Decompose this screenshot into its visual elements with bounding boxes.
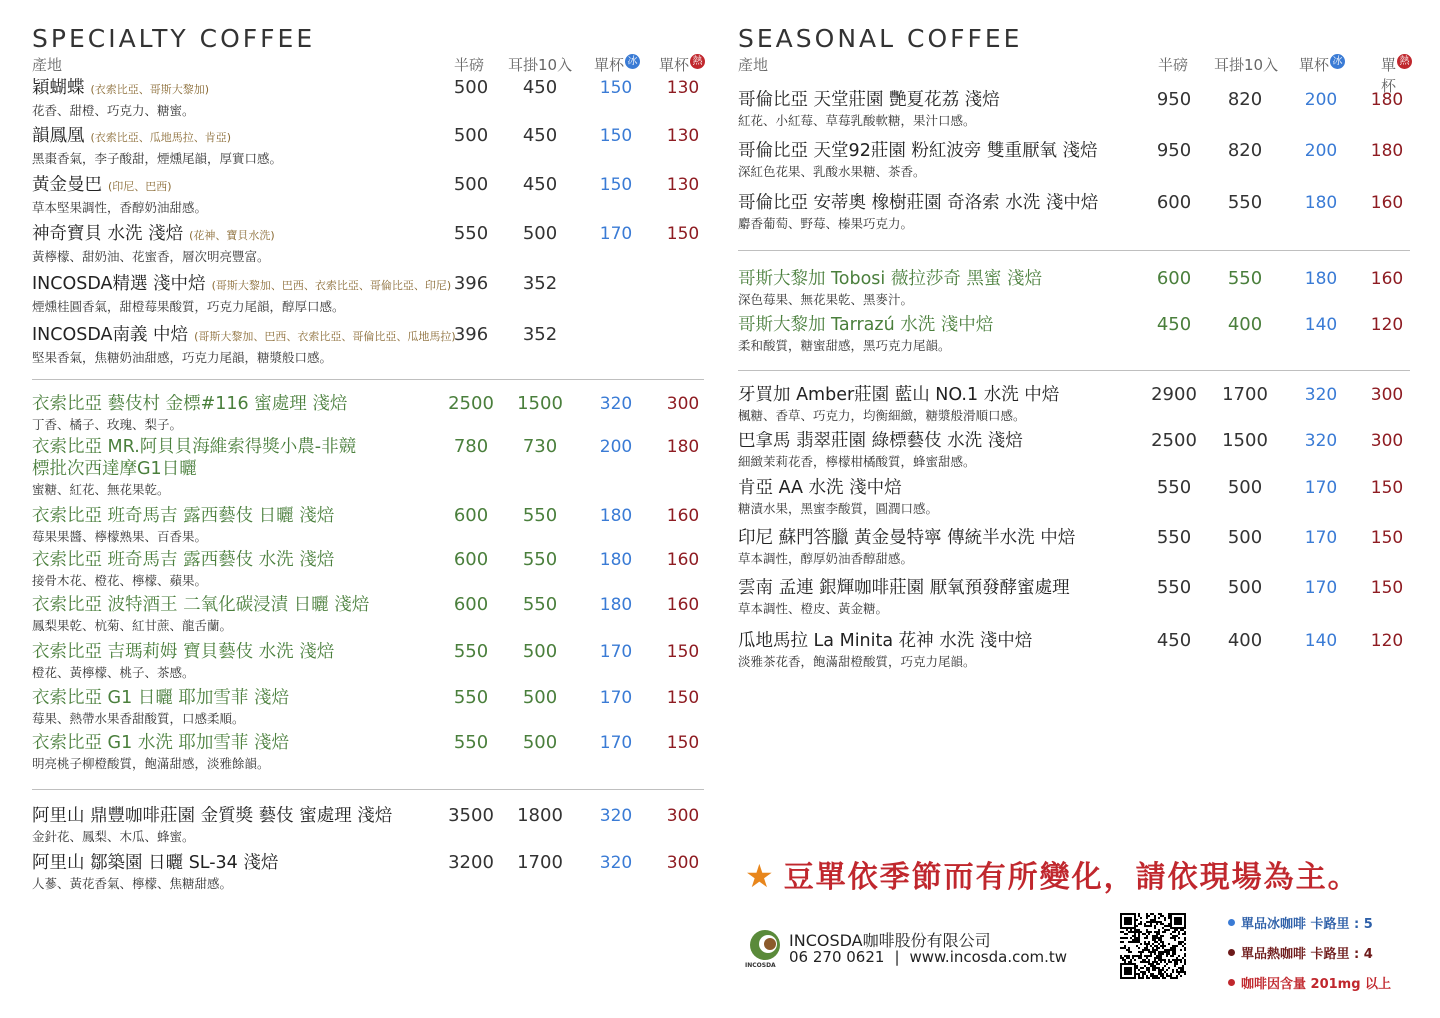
drip-bag-header: 耳掛10入 <box>508 56 573 74</box>
price-hot-cup: 150 <box>666 224 700 244</box>
item-blend-origins: (衣索比亞、哥斯大黎加) <box>90 83 210 96</box>
price-iced-cup: 180 <box>1304 269 1338 289</box>
item-name: 哥倫比亞 天堂92莊園 粉紅波旁 雙重厭氧 淺焙 <box>738 141 1098 161</box>
item-tasting-notes: 堅果香氣，焦糖奶油甜感，巧克力尾韻，糖漿般口感。 <box>32 350 333 365</box>
item-name: 衣索比亞 G1 日曬 耶加雪菲 淺焙 <box>32 688 289 708</box>
item-name: 哥倫比亞 天堂莊園 艷夏花荔 淺焙 <box>738 90 1000 110</box>
item-blend-origins: (哥斯大黎加、巴西、衣索比亞、哥倫比亞、瓜地馬拉) <box>194 330 456 343</box>
price-drip-bag: 550 <box>522 549 558 570</box>
price-hot-cup: 300 <box>666 853 700 873</box>
item-tasting-notes: 草本調性，醇厚奶油香醇甜感。 <box>738 551 914 566</box>
price-hot-cup: 160 <box>1370 269 1404 289</box>
origin-header: 產地 <box>738 56 769 74</box>
item-tasting-notes: 鳳梨果乾、杭菊、紅甘蔗、龍舌蘭。 <box>32 618 233 633</box>
price-drip-bag: 500 <box>1227 527 1263 548</box>
price-half-pound: 600 <box>1156 192 1192 213</box>
menu-item <box>32 549 704 590</box>
price-half-pound: 550 <box>1156 577 1192 598</box>
menu-item <box>738 527 1410 568</box>
menu-item <box>32 77 704 120</box>
price-half-pound: 550 <box>453 732 489 753</box>
price-half-pound: 950 <box>1156 89 1192 110</box>
seasonal-header-row <box>738 54 1410 95</box>
menu-item <box>738 268 1410 309</box>
item-name: 衣索比亞 波特酒王 二氧化碳浸漬 日曬 淺焙 <box>32 595 370 615</box>
item-name: 印尼 蘇門答臘 黃金曼特寧 傳統半水洗 中焙 <box>738 528 1076 548</box>
menu-item <box>32 174 704 217</box>
price-drip-bag: 820 <box>1227 140 1263 161</box>
item-name: 巴拿馬 翡翠莊園 綠標藝伎 水洗 淺焙 <box>738 431 1023 451</box>
menu-item <box>738 89 1410 130</box>
price-iced-cup: 320 <box>1304 385 1338 405</box>
price-hot-cup: 120 <box>1370 631 1404 651</box>
hot-cup-header: 單杯 熱 <box>1381 54 1410 96</box>
phone-number: 06 270 0621 <box>789 948 885 966</box>
menu-item <box>32 594 704 635</box>
price-iced-cup: 180 <box>1304 193 1338 213</box>
price-drip-bag: 550 <box>1227 192 1263 213</box>
item-tasting-notes: 糖漬水果，黑蜜李酸質，圓潤口感。 <box>738 501 939 516</box>
price-drip-bag: 550 <box>522 505 558 526</box>
price-half-pound: 600 <box>453 505 489 526</box>
item-tasting-notes: 花香、甜橙、巧克力、糖蜜。 <box>32 103 195 118</box>
section-divider <box>738 250 1410 251</box>
price-half-pound: 780 <box>453 436 489 457</box>
item-name: INCOSDA南義 中焙 (哥斯大黎加、巴西、衣索比亞、哥倫比亞、瓜地馬拉) <box>32 325 456 345</box>
price-drip-bag: 400 <box>1227 314 1263 335</box>
price-hot-cup: 160 <box>666 506 700 526</box>
menu-item <box>32 393 704 434</box>
item-name: 肯亞 AA 水洗 淺中焙 <box>738 478 902 498</box>
item-tasting-notes: 莓果果醬、檸檬熟果、百香果。 <box>32 529 208 544</box>
menu-item <box>738 430 1410 471</box>
price-drip-bag: 400 <box>1227 630 1263 651</box>
price-hot-cup: 150 <box>1370 578 1404 598</box>
section-divider <box>32 789 704 790</box>
item-tasting-notes: 莓果、熱帶水果香甜酸質，口感柔順。 <box>32 711 245 726</box>
price-iced-cup: 320 <box>599 394 633 414</box>
price-iced-cup: 170 <box>599 224 633 244</box>
item-blend-origins: (花神、寶貝水洗) <box>189 229 275 242</box>
item-tasting-notes: 紅花、小紅莓、草莓乳酸軟糖，果汁口感。 <box>738 113 976 128</box>
item-tasting-notes: 丁香、橘子、玫瑰、梨子。 <box>32 417 183 432</box>
star-icon: ★ <box>745 857 776 895</box>
price-half-pound: 550 <box>453 641 489 662</box>
price-iced-cup: 170 <box>599 688 633 708</box>
price-hot-cup: 150 <box>666 733 700 753</box>
menu-item <box>738 192 1410 233</box>
item-name: 雲南 孟連 銀輝咖啡莊園 厭氧預發酵蜜處理 <box>738 578 1070 598</box>
price-drip-bag: 1500 <box>517 393 563 414</box>
item-name: 衣索比亞 班奇馬吉 露西藝伎 日曬 淺焙 <box>32 506 335 526</box>
price-half-pound: 450 <box>1156 314 1192 335</box>
menu-item <box>32 125 704 168</box>
price-iced-cup: 320 <box>599 806 633 826</box>
item-tasting-notes: 深色莓果、無花果乾、黑麥汁。 <box>738 292 914 307</box>
price-half-pound: 550 <box>1156 527 1192 548</box>
drip-bag-header: 耳掛10入 <box>1214 56 1279 74</box>
price-iced-cup: 200 <box>599 437 633 457</box>
price-half-pound: 500 <box>453 125 489 146</box>
price-drip-bag: 500 <box>522 223 558 244</box>
item-name: 衣索比亞 MR.阿貝貝海維索得獎小農-非競標批次西達摩G1日曬 <box>32 437 357 479</box>
fact-caffeine: 咖啡因含量 201mg 以上 <box>1228 970 1391 1000</box>
price-drip-bag: 1500 <box>1222 430 1268 451</box>
price-hot-cup: 180 <box>1370 90 1404 110</box>
item-name: 衣索比亞 班奇馬吉 露西藝伎 水洗 淺焙 <box>32 550 335 570</box>
item-name: 阿里山 鄒築園 日曬 SL-34 淺焙 <box>32 853 279 873</box>
price-iced-cup: 180 <box>599 550 633 570</box>
price-hot-cup: 300 <box>666 806 700 826</box>
menu-item <box>32 732 704 773</box>
price-iced-cup: 150 <box>599 126 633 146</box>
item-name: 哥倫比亞 安蒂奧 橡樹莊園 奇洛索 水洗 淺中焙 <box>738 193 1099 213</box>
menu-item <box>32 324 704 367</box>
menu-item <box>738 140 1410 181</box>
price-hot-cup: 150 <box>1370 478 1404 498</box>
price-iced-cup: 150 <box>599 78 633 98</box>
item-tasting-notes: 淡雅茶花香，飽滿甜橙酸質，巧克力尾韻。 <box>738 654 976 669</box>
price-iced-cup: 320 <box>599 853 633 873</box>
price-drip-bag: 1800 <box>517 805 563 826</box>
incosda-logo-icon <box>748 928 782 962</box>
price-hot-cup: 180 <box>1370 141 1404 161</box>
item-name: 瓜地馬拉 La Minita 花神 水洗 淺中焙 <box>738 631 1033 651</box>
price-iced-cup: 200 <box>1304 90 1338 110</box>
price-iced-cup: 150 <box>599 175 633 195</box>
price-drip-bag: 550 <box>522 594 558 615</box>
price-iced-cup: 180 <box>599 595 633 615</box>
price-drip-bag: 450 <box>522 125 558 146</box>
item-tasting-notes: 人蔘、黃花香氣、檸檬、焦糖甜感。 <box>32 876 233 891</box>
price-half-pound: 3200 <box>448 852 494 873</box>
hot-cup-header: 單杯 熱 <box>659 54 689 75</box>
item-name: 牙買加 Amber莊園 藍山 NO.1 水洗 中焙 <box>738 385 1060 405</box>
seasonal-change-notice: ★ 豆單依季節而有所變化，請依現場為主。 <box>745 857 1360 895</box>
price-hot-cup: 120 <box>1370 315 1404 335</box>
menu-item <box>32 687 704 728</box>
price-hot-cup: 180 <box>666 437 700 457</box>
price-half-pound: 450 <box>1156 630 1192 651</box>
price-drip-bag: 550 <box>1227 268 1263 289</box>
price-half-pound: 500 <box>453 77 489 98</box>
menu-item <box>738 384 1410 425</box>
item-tasting-notes: 煙燻桂圓香氣，甜橙莓果酸質，巧克力尾韻，醇厚口感。 <box>32 299 345 314</box>
price-half-pound: 500 <box>453 174 489 195</box>
item-tasting-notes: 細緻茉莉花香，檸檬柑橘酸質，蜂蜜甜感。 <box>738 454 976 469</box>
item-name: 阿里山 鼎豐咖啡莊園 金質獎 藝伎 蜜處理 淺焙 <box>32 806 393 826</box>
seasonal-coffee-title: SEASONAL COFFEE <box>738 24 1023 53</box>
iced-cup-header: 單杯 冰 <box>1299 54 1329 75</box>
item-name: 神奇寶貝 水洗 淺焙 (花神、寶貝水洗) <box>32 224 275 244</box>
hot-badge-icon: 熱 <box>690 54 705 69</box>
price-hot-cup: 130 <box>666 175 700 195</box>
price-hot-cup: 160 <box>666 595 700 615</box>
price-half-pound: 2500 <box>448 393 494 414</box>
price-iced-cup: 140 <box>1304 315 1338 335</box>
half-pound-header: 半磅 <box>1158 56 1189 74</box>
price-hot-cup: 300 <box>1370 385 1404 405</box>
price-half-pound: 3500 <box>448 805 494 826</box>
item-tasting-notes: 黃檸檬、甜奶油、花蜜香，層次明亮豐富。 <box>32 249 270 264</box>
price-drip-bag: 820 <box>1227 89 1263 110</box>
item-name: 哥斯大黎加 Tarrazú 水洗 淺中焙 <box>738 315 994 335</box>
item-name: 哥斯大黎加 Tobosi 薇拉莎奇 黑蜜 淺焙 <box>738 269 1042 289</box>
price-iced-cup: 170 <box>1304 478 1338 498</box>
price-half-pound: 396 <box>453 273 489 294</box>
price-hot-cup: 130 <box>666 126 700 146</box>
price-half-pound: 550 <box>453 687 489 708</box>
separator: | <box>894 948 900 966</box>
price-iced-cup: 140 <box>1304 631 1338 651</box>
price-drip-bag: 352 <box>522 324 558 345</box>
half-pound-header: 半磅 <box>454 56 485 74</box>
item-name: 黃金曼巴 (印尼、巴西) <box>32 175 172 195</box>
origin-header: 產地 <box>32 56 63 74</box>
company-name: INCOSDA咖啡股份有限公司 <box>789 931 991 950</box>
qr-code[interactable] <box>1120 913 1186 979</box>
section-divider <box>738 370 1410 371</box>
price-hot-cup: 150 <box>666 688 700 708</box>
price-drip-bag: 1700 <box>1222 384 1268 405</box>
menu-item <box>32 223 704 266</box>
price-hot-cup: 150 <box>666 642 700 662</box>
price-half-pound: 600 <box>1156 268 1192 289</box>
price-drip-bag: 352 <box>522 273 558 294</box>
item-tasting-notes: 深紅色花果、乳酸水果糖、茶香。 <box>738 164 926 179</box>
price-drip-bag: 730 <box>522 436 558 457</box>
item-name: 衣索比亞 藝伎村 金標#116 蜜處理 淺焙 <box>32 394 348 414</box>
price-half-pound: 600 <box>453 594 489 615</box>
item-tasting-notes: 蜜糖、紅花、無花果乾。 <box>32 482 170 497</box>
menu-item <box>32 641 704 682</box>
item-tasting-notes: 草本調性、橙皮、黃金糖。 <box>738 601 889 616</box>
ice-badge-icon: 冰 <box>1330 54 1345 69</box>
section-divider <box>32 379 704 380</box>
contact-line <box>789 948 1067 966</box>
price-half-pound: 550 <box>453 223 489 244</box>
item-blend-origins: (衣索比亞、瓜地馬拉、肯亞) <box>90 131 232 144</box>
item-tasting-notes: 楓糖、香草、巧克力，均衡細緻，糖漿般滑順口感。 <box>738 408 1026 423</box>
price-drip-bag: 500 <box>522 687 558 708</box>
item-blend-origins: (哥斯大黎加、巴西、衣索比亞、哥倫比亞、印尼) <box>211 279 452 292</box>
price-hot-cup: 150 <box>1370 528 1404 548</box>
item-tasting-notes: 黑棗香氣，李子酸甜，煙燻尾韻，厚實口感。 <box>32 151 283 166</box>
menu-item <box>738 477 1410 518</box>
price-half-pound: 950 <box>1156 140 1192 161</box>
price-half-pound: 396 <box>453 324 489 345</box>
item-tasting-notes: 明亮桃子柳橙酸質，飽滿甜感，淡雅餘韻。 <box>32 756 270 771</box>
item-tasting-notes: 金針花、鳳梨、木瓜、蜂蜜。 <box>32 829 195 844</box>
item-name: 衣索比亞 吉瑪莉姆 寶貝藝伎 水洗 淺焙 <box>32 642 335 662</box>
menu-item <box>32 273 704 316</box>
menu-item <box>738 314 1410 355</box>
price-half-pound: 600 <box>453 549 489 570</box>
price-iced-cup: 200 <box>1304 141 1338 161</box>
menu-item <box>32 852 704 893</box>
ice-badge-icon: 冰 <box>625 54 640 69</box>
price-iced-cup: 170 <box>599 642 633 662</box>
logo-caption: INCOSDA <box>745 962 776 969</box>
price-hot-cup: 130 <box>666 78 700 98</box>
price-drip-bag: 500 <box>522 641 558 662</box>
price-hot-cup: 160 <box>1370 193 1404 213</box>
fact-iced-calories: 單品冰咖啡 卡路里 : 5 <box>1228 910 1391 940</box>
item-tasting-notes: 橙花、黃檸檬、桃子、茶感。 <box>32 665 195 680</box>
menu-item <box>32 805 704 846</box>
menu-item <box>738 577 1410 618</box>
price-iced-cup: 170 <box>1304 528 1338 548</box>
price-drip-bag: 1700 <box>517 852 563 873</box>
price-half-pound: 2900 <box>1151 384 1197 405</box>
price-half-pound: 550 <box>1156 477 1192 498</box>
price-iced-cup: 170 <box>1304 578 1338 598</box>
price-iced-cup: 180 <box>599 506 633 526</box>
item-tasting-notes: 草本堅果調性，香醇奶油甜感。 <box>32 200 208 215</box>
item-tasting-notes: 麝香葡萄、野莓、榛果巧克力。 <box>738 216 914 231</box>
item-name: 韻鳳凰 (衣索比亞、瓜地馬拉、肯亞) <box>32 126 232 146</box>
item-name: 穎蝴蝶 (衣索比亞、哥斯大黎加) <box>32 78 210 98</box>
price-hot-cup: 300 <box>1370 431 1404 451</box>
item-blend-origins: (印尼、巴西) <box>108 180 172 193</box>
price-iced-cup: 320 <box>1304 431 1338 451</box>
item-tasting-notes: 接骨木花、橙花、檸檬、蘋果。 <box>32 573 208 588</box>
specialty-header-row <box>32 54 704 76</box>
menu-item <box>32 436 704 499</box>
price-half-pound: 2500 <box>1151 430 1197 451</box>
price-drip-bag: 450 <box>522 174 558 195</box>
item-name: INCOSDA精選 淺中焙 (哥斯大黎加、巴西、衣索比亞、哥倫比亞、印尼) <box>32 274 452 294</box>
price-drip-bag: 500 <box>522 732 558 753</box>
price-drip-bag: 500 <box>1227 577 1263 598</box>
price-iced-cup: 170 <box>599 733 633 753</box>
website-link[interactable]: www.incosda.com.tw <box>909 948 1068 966</box>
hot-badge-icon: 熱 <box>1397 54 1412 69</box>
item-tasting-notes: 柔和酸質，糖蜜甜感，黑巧克力尾韻。 <box>738 338 951 353</box>
menu-item <box>738 630 1410 671</box>
specialty-coffee-title: SPECIALTY COFFEE <box>32 24 316 53</box>
iced-cup-header: 單杯 冰 <box>594 54 624 75</box>
nutrition-facts <box>1228 910 1391 1000</box>
price-hot-cup: 160 <box>666 550 700 570</box>
price-drip-bag: 450 <box>522 77 558 98</box>
price-drip-bag: 500 <box>1227 477 1263 498</box>
fact-hot-calories: 單品熱咖啡 卡路里 : 4 <box>1228 940 1391 970</box>
item-name: 衣索比亞 G1 水洗 耶加雪菲 淺焙 <box>32 733 289 753</box>
price-hot-cup: 300 <box>666 394 700 414</box>
menu-item <box>32 505 704 546</box>
